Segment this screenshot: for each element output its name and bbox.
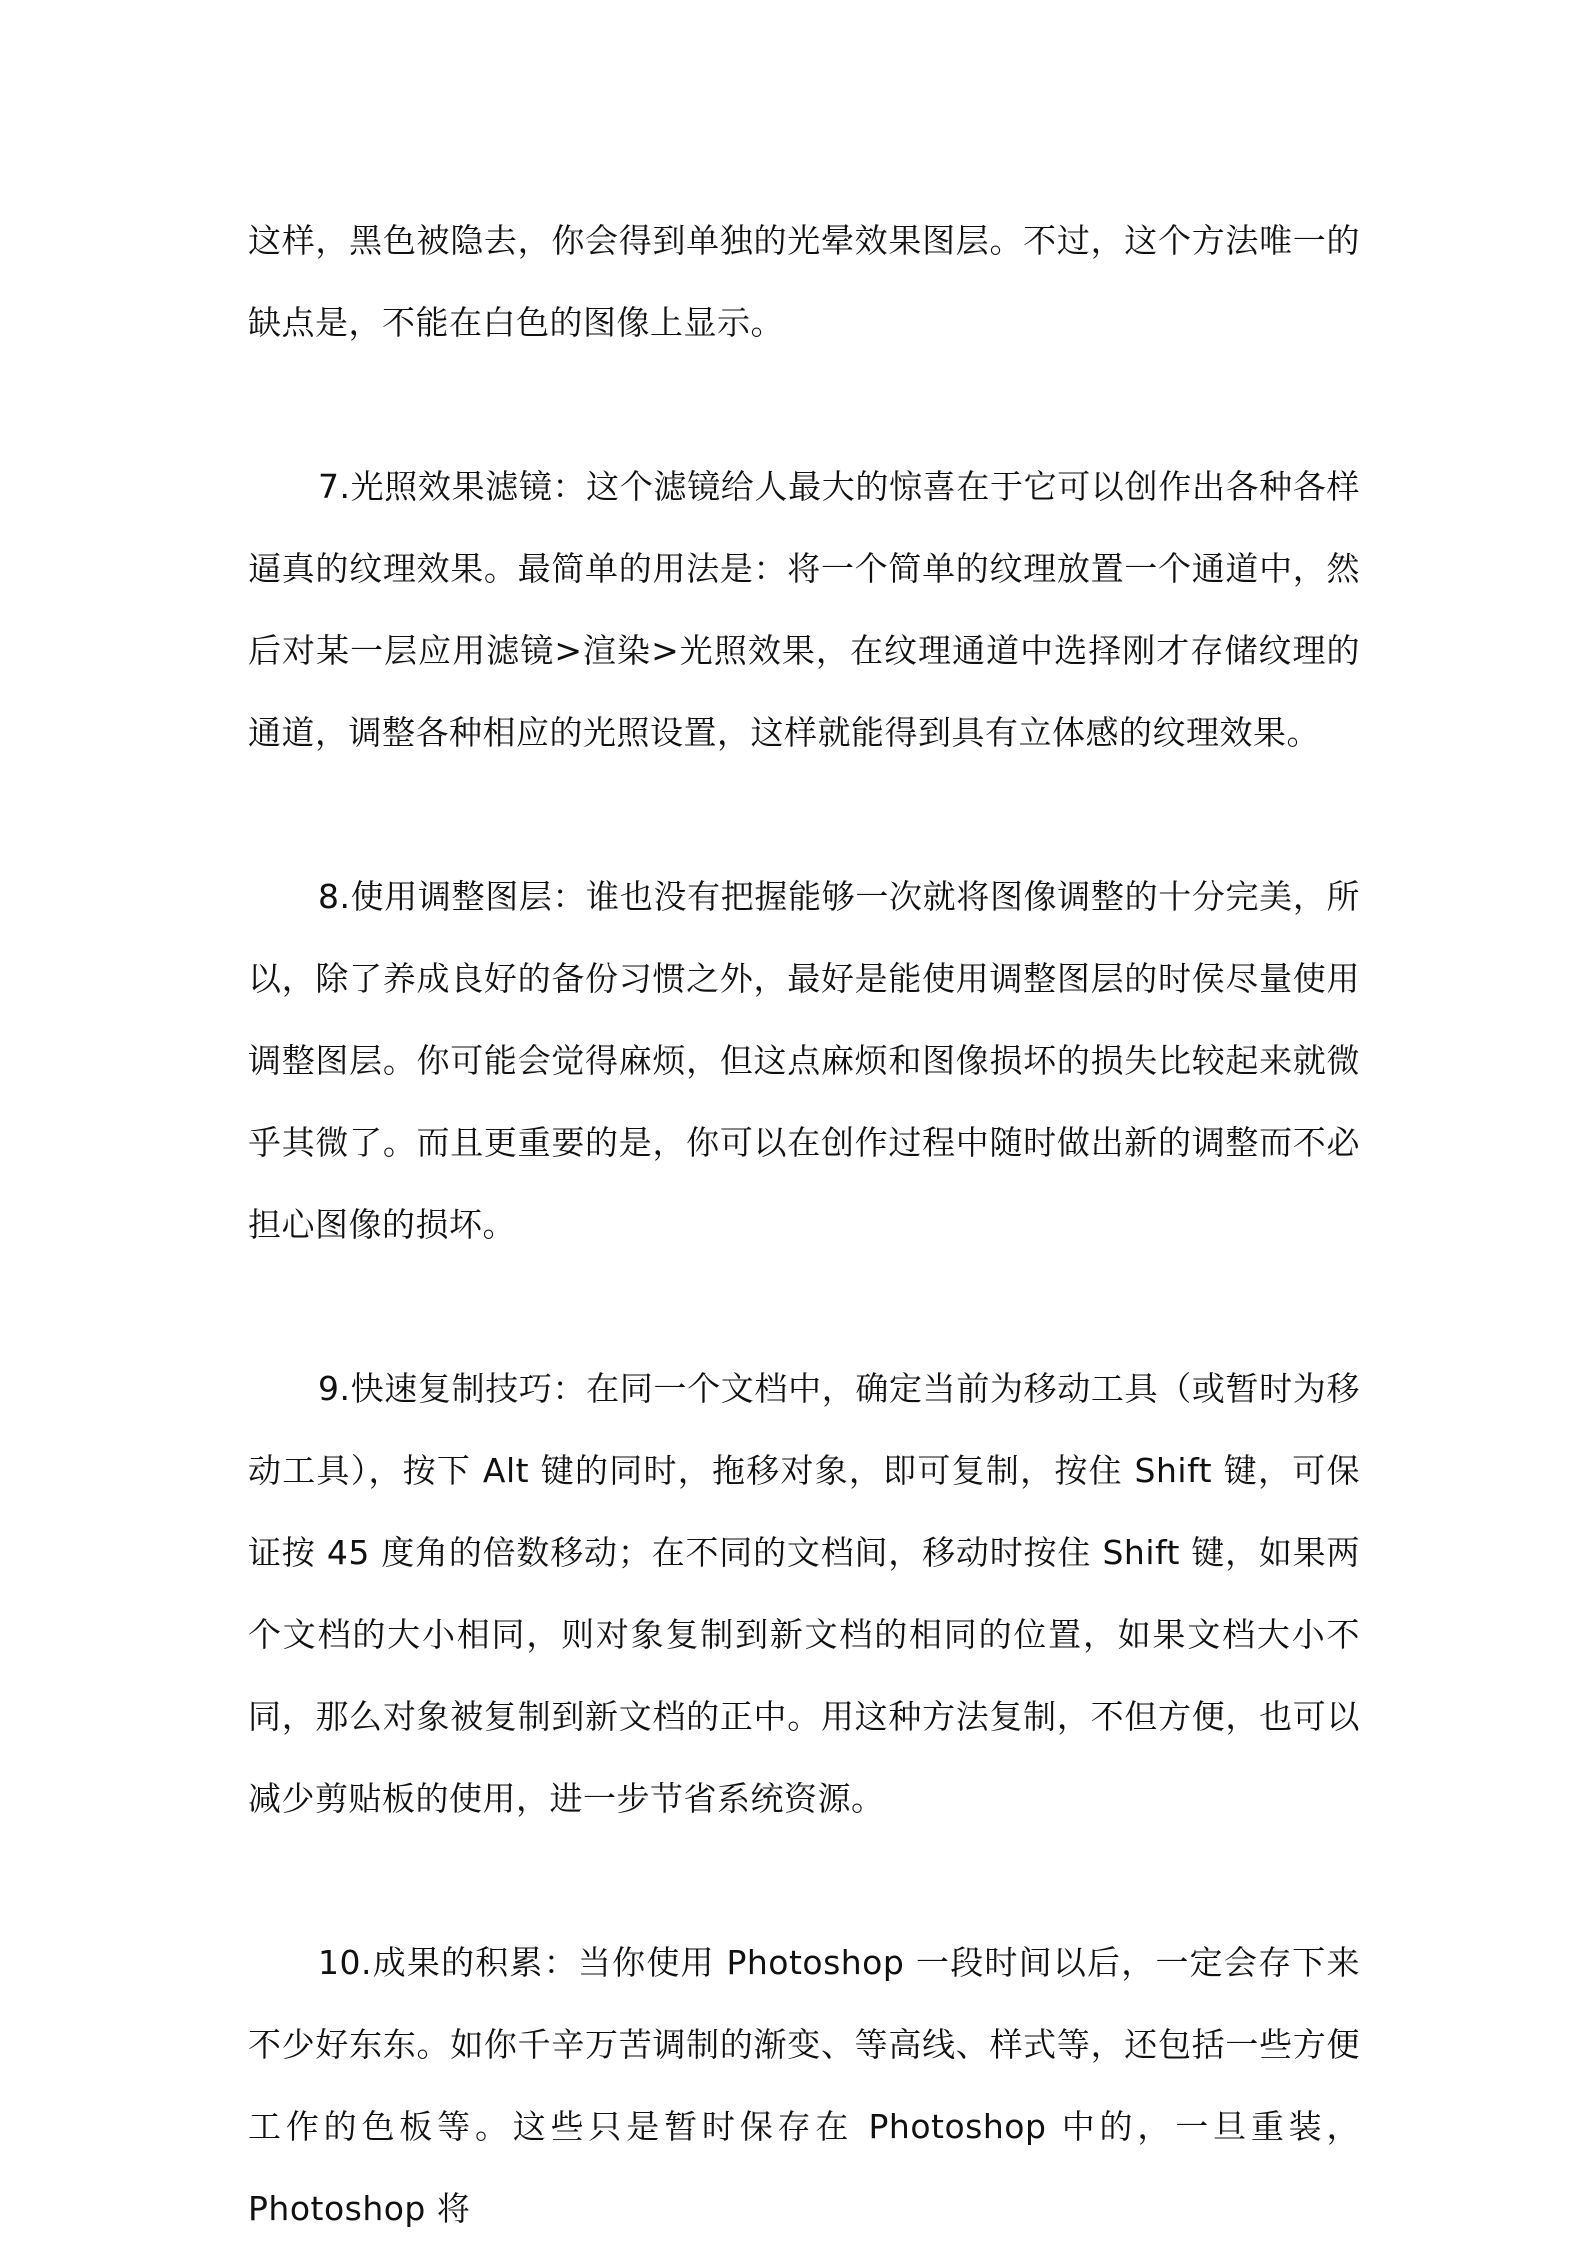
paragraph-accumulate-results: 10.成果的积累：当你使用 Photoshop 一段时间以后，一定会存下来不少好东东。如你千辛万苦调制的渐变、等高线、样式等，还包括一些方便工作的色板等。这些只是暂时保存在 Photoshop 中的，一旦重装，Photoshop 将 [248,1943,1360,2228]
document-body [248,200,1360,2250]
paragraph-adjustment-layers: 8.使用调整图层：谁也没有把握能够一次就将图像调整的十分完美，所以，除了养成良好的备份习惯之外，最好是能使用调整图层的时侯尽量使用调整图层。你可能会觉得麻烦，但这点麻烦和图像损坏的损失比较起来就微乎其微了。而且更重要的是，你可以在创作过程中随时做出新的调整而不必担心图像的损坏。 [248,877,1360,1244]
paragraph-continued: 这样，黑色被隐去，你会得到单独的光晕效果图层。不过，这个方法唯一的缺点是，不能在白色的图像上显示。 [248,221,1360,342]
paragraph-lighting-effects-filter: 7.光照效果滤镜：这个滤镜给人最大的惊喜在于它可以创作出各种各样逼真的纹理效果。最简单的用法是：将一个简单的纹理放置一个通道中，然后对某一层应用滤镜>渲染>光照效果，在纹理通道中选择刚才存储纹理的通道，调整各种相应的光照设置，这样就能得到具有立体感的纹理效果。 [248,467,1360,752]
paragraph-quick-copy: 9.快速复制技巧：在同一个文档中，确定当前为移动工具（或暂时为移动工具），按下 Alt 键的同时，拖移对象，即可复制，按住 Shift 键，可保证按 45 度角的倍数移动；在不同的文档间，移动时按住 Shift 键，如果两个文档的大小相同，则对象复制到新文档的相同的位置，如果文档大小不同，那么对象被复制到新文档的正中。用这种方法复制，不但方便，也可以减少剪贴板的使用，进一步节省系统资源。 [248,1369,1360,1818]
